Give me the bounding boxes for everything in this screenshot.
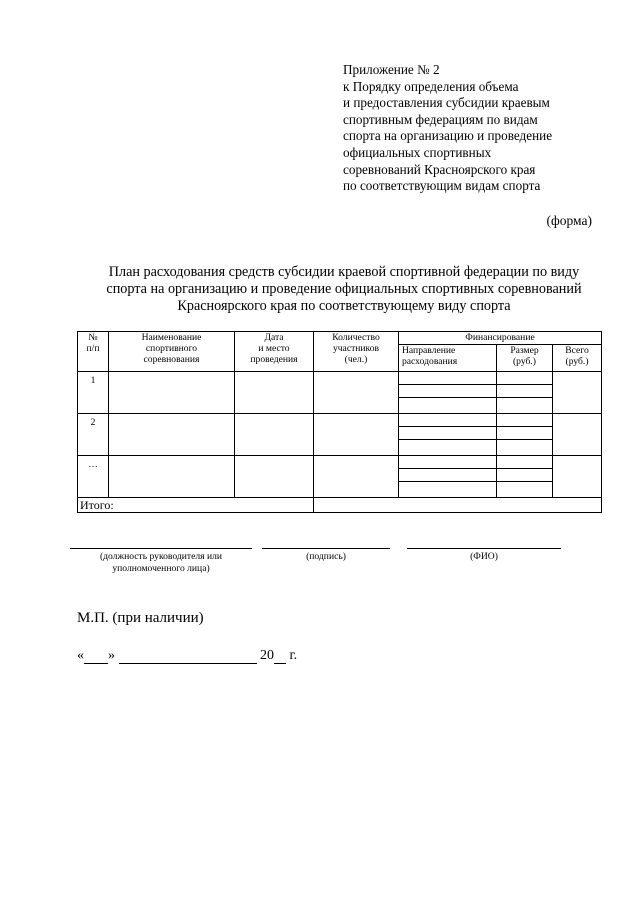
- table-cell: [109, 372, 235, 414]
- table-cell: [109, 456, 235, 498]
- appendix-line: и предоставления субсидии краевым: [343, 95, 550, 111]
- table-cell: [235, 372, 314, 414]
- header-name: [109, 332, 235, 372]
- year-suffix: г.: [289, 648, 298, 663]
- header-text: Размер: [510, 345, 539, 356]
- size-cell: [497, 372, 553, 414]
- table-row: [78, 456, 602, 498]
- header-text: Количество: [332, 332, 380, 343]
- header-text: проведения: [250, 354, 298, 365]
- header-text: Направление: [402, 345, 456, 356]
- total-value-cell: [314, 498, 602, 513]
- header-text: Наименование: [141, 332, 202, 343]
- header-text: участников: [332, 343, 380, 354]
- header-text: Дата: [264, 332, 284, 343]
- row-number: 1: [78, 372, 109, 414]
- header-financing: Финансирование: [399, 332, 602, 345]
- header-text: №: [88, 332, 98, 343]
- direction-cell: [399, 414, 497, 456]
- signature-line: [262, 548, 390, 549]
- form-label: (форма): [546, 213, 592, 228]
- signature-caption: (подпись): [306, 551, 346, 562]
- header-direction: [399, 345, 497, 372]
- appendix-line: спорта на организацию и проведение: [343, 128, 553, 144]
- table-cell: [235, 456, 314, 498]
- table-cell: [314, 372, 399, 414]
- caption-text: уполномоченного лица): [112, 563, 210, 574]
- date-close-quote: »: [108, 648, 115, 663]
- appendix-header: [343, 62, 552, 195]
- appendix-line: спортивным федерациям по видам: [343, 111, 538, 127]
- row-number: 2: [78, 414, 109, 456]
- table-cell: [235, 414, 314, 456]
- header-text: и место: [258, 343, 290, 354]
- total-label: Итого:: [78, 498, 314, 513]
- plan-title-line: План расходования средств субсидии краевой спортивной федерации по виду: [108, 264, 580, 280]
- table-header-row-1: [78, 332, 602, 345]
- expense-plan-table: [77, 331, 602, 513]
- position-line: [70, 548, 252, 549]
- header-text: расходования: [402, 356, 458, 367]
- plan-title: [60, 264, 628, 314]
- table-row: [78, 414, 602, 456]
- date-open-quote: «: [77, 648, 84, 663]
- table-cell: [314, 414, 399, 456]
- total-row: [78, 498, 602, 513]
- appendix-line: соревнований Красноярского края: [343, 161, 536, 177]
- day-blank: [84, 649, 108, 664]
- header-text: соревнования: [143, 354, 200, 365]
- table-row: [78, 372, 602, 414]
- header-total: [553, 345, 602, 372]
- size-cell: [497, 456, 553, 498]
- appendix-line: к Порядку определения объема: [343, 78, 519, 94]
- appendix-line: Приложение № 2: [343, 62, 440, 77]
- direction-cell: [399, 372, 497, 414]
- header-num: [78, 332, 109, 372]
- header-text: п/п: [86, 343, 100, 354]
- table-cell: [553, 372, 602, 414]
- stamp-label: М.П. (при наличии): [77, 610, 204, 626]
- month-blank: [119, 649, 257, 664]
- date-line: [77, 648, 297, 664]
- table-cell: [553, 414, 602, 456]
- plan-title-line: Красноярского края по соответствующему виду спорта: [177, 297, 511, 314]
- header-text: (руб.): [512, 356, 536, 367]
- appendix-line: по соответствующим видам спорта: [343, 178, 541, 194]
- direction-cell: [399, 456, 497, 498]
- fio-line: [407, 548, 561, 549]
- fio-caption: (ФИО): [470, 551, 498, 562]
- year-blank: [274, 649, 286, 664]
- header-text: (руб.): [565, 356, 589, 367]
- header-date: [235, 332, 314, 372]
- plan-title-line: спорта на организацию и проведение официальных спортивных соревнований: [106, 280, 582, 297]
- table-cell: [314, 456, 399, 498]
- caption-text: (должность руководителя или: [99, 551, 223, 562]
- appendix-line: официальных спортивных: [343, 144, 492, 160]
- header-text: спортивного: [145, 343, 198, 354]
- table-cell: [553, 456, 602, 498]
- table-cell: [109, 414, 235, 456]
- position-caption: [70, 551, 252, 575]
- size-cell: [497, 414, 553, 456]
- row-number: …: [78, 456, 109, 498]
- header-size: [497, 345, 553, 372]
- header-text: (чел.): [344, 354, 368, 365]
- year-prefix: 20: [260, 648, 274, 663]
- header-qty: [314, 332, 399, 372]
- header-text: Всего: [565, 345, 589, 356]
